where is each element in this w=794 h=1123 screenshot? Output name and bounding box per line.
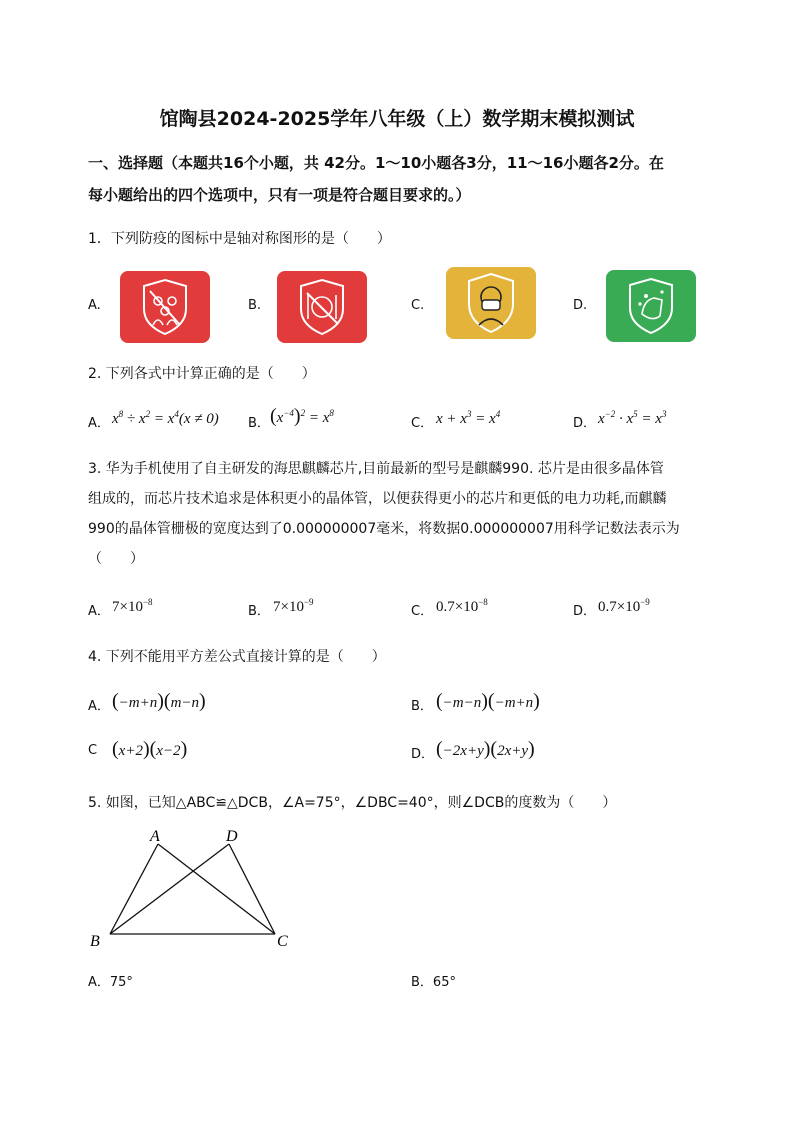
- q4-option-c-label: C: [88, 743, 98, 758]
- q5-option-a: A．75°: [88, 975, 133, 990]
- q3-option-c-label: C．: [411, 604, 434, 619]
- q4-option-b-expression: (−m−n)(−m+n): [436, 690, 540, 712]
- q3-option-a-value: $7\times 10^{-8}$: [112, 597, 153, 615]
- q1-option-b-label: B.: [248, 298, 262, 313]
- q4-option-b-label: B．: [411, 699, 433, 714]
- q4-option-a-label: A．: [88, 699, 110, 714]
- segment-ba: [110, 844, 158, 934]
- wear-mask-icon: [446, 267, 536, 339]
- segment-bd: [110, 844, 229, 934]
- no-dining-icon: [277, 271, 367, 343]
- page-title: 馆陶县2024-2025学年八年级（上）数学期末模拟测试: [159, 108, 635, 130]
- point-c-label: C: [277, 933, 288, 950]
- q2-option-c-label: C．: [411, 416, 434, 431]
- q3-option-c-value: $0.7\times 10^{-8}$: [436, 597, 488, 615]
- q4-option-d-expression: (−2x+y)(2x+y): [436, 738, 535, 760]
- point-a-label: A: [150, 828, 160, 845]
- section-heading-line1: 一、选择题（本题共16个小题，共 42分。1～10小题各3分，11～16小题各2分。在: [88, 154, 664, 172]
- q4-option-d-label: D．: [411, 747, 435, 762]
- wash-hands-icon: [606, 270, 696, 342]
- question-5-stem: 5. 如图，已知△ABC≌△DCB，∠A=75°，∠DBC=40°，则∠DCB的度数为（ ）: [88, 795, 617, 811]
- q2-option-a-label: A．: [88, 416, 110, 431]
- question-4-stem: 4. 下列不能用平方差公式直接计算的是（ ）: [88, 649, 386, 665]
- q5-option-b: B．65°: [411, 975, 456, 990]
- q2-option-b-expression: $(x^{-4})^2 = x^8$: [270, 405, 334, 427]
- q4-option-a-expression: (−m+n)(m−n): [112, 690, 206, 712]
- section-heading-line2: 每小题给出的四个选项中，只有一项是符合题目要求的。）: [88, 186, 471, 204]
- q1-option-c-label: C.: [411, 298, 425, 313]
- point-d-label: D: [226, 828, 238, 845]
- question-2-stem: 2. 下列各式中计算正确的是（ ）: [88, 366, 316, 382]
- question-3-line3: 990的晶体管栅极的宽度达到了0.000000007毫米，将数据0.000000007用科学记数法表示为: [88, 521, 680, 537]
- point-b-label: B: [90, 933, 100, 950]
- q2-option-d-label: D．: [573, 416, 597, 431]
- q2-option-d-expression: $x^{-2} \cdot x^5 = x^3$: [598, 409, 667, 427]
- q2-option-c-expression: $x + x^3 = x^4$: [436, 409, 501, 427]
- q3-option-d-value: $0.7\times 10^{-9}$: [598, 597, 650, 615]
- q1-option-d-label: D.: [573, 298, 588, 313]
- segment-ac: [158, 844, 275, 934]
- question-3-line2: 组成的，而芯片技术追求是体积更小的晶体管，以便获得更小的芯片和更低的电力功耗,而麒麟: [88, 491, 667, 507]
- q1-option-a-label: A.: [88, 298, 101, 313]
- segment-dc: [229, 844, 275, 934]
- q3-option-d-label: D．: [573, 604, 597, 619]
- question-3-line1: 3. 华为手机使用了自主研发的海思麒麟芯片,目前最新的型号是麒麟990. 芯片是由很多晶体管: [88, 461, 664, 477]
- triangle-diagram: [86, 822, 296, 952]
- q3-option-b-value: $7\times 10^{-9}$: [273, 597, 314, 615]
- q4-option-c-expression: (x+2)(x−2): [112, 738, 188, 760]
- q2-option-b-label: B．: [248, 416, 270, 431]
- q2-option-a-expression: $x^8 \div x^2 = x^4(x \ne 0)$: [112, 409, 219, 427]
- question-3-line4: （ ）: [88, 551, 144, 567]
- q3-option-a-label: A．: [88, 604, 110, 619]
- q3-option-b-label: B．: [248, 604, 270, 619]
- crowd-prohibited-icon: [120, 271, 210, 343]
- question-1-stem: 1．下列防疫的图标中是轴对称图形的是（ ）: [88, 231, 391, 247]
